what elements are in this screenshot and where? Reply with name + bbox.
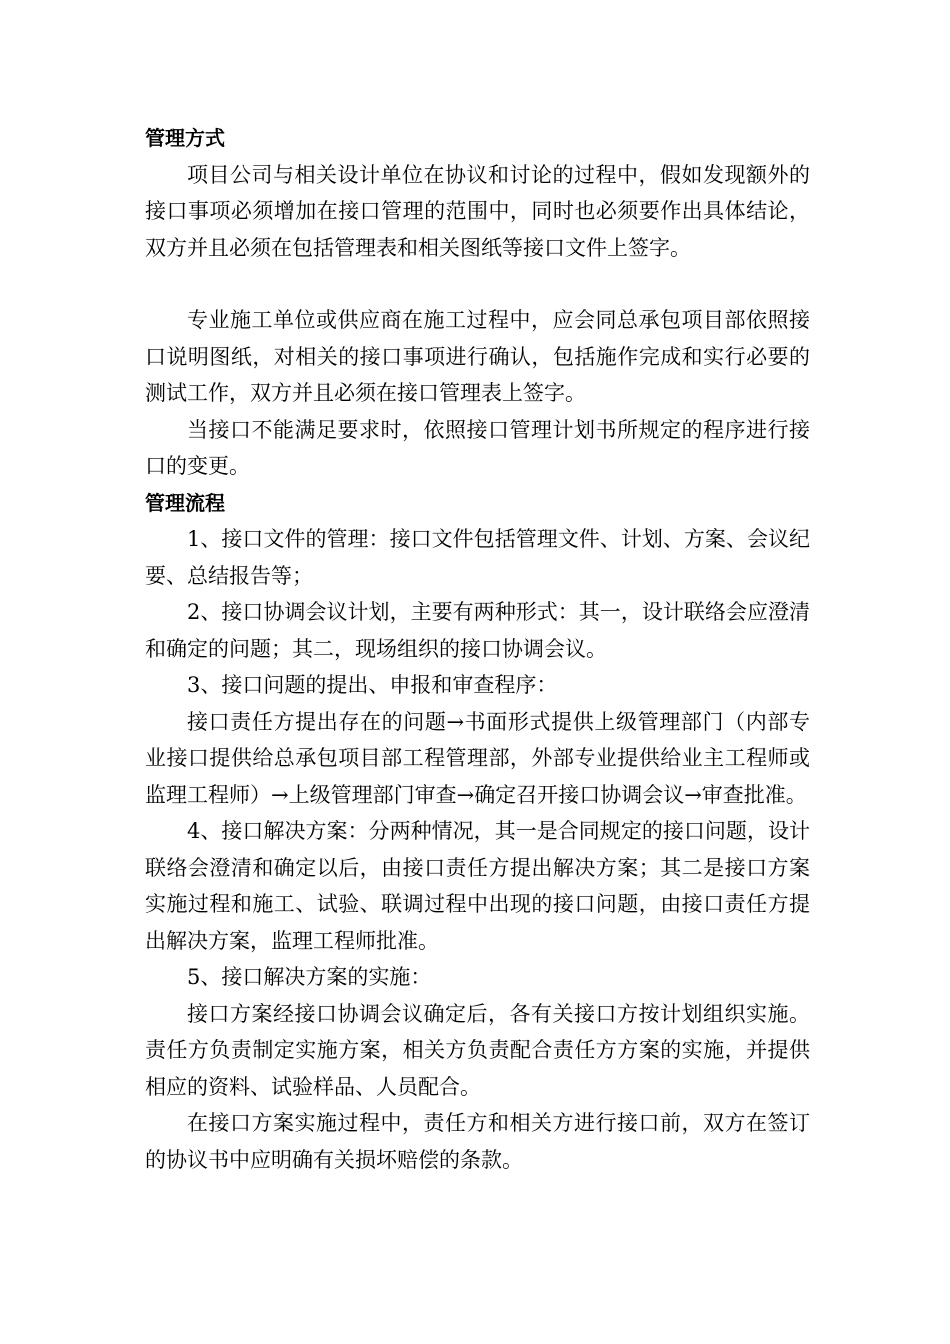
paragraph: 4、接口解决方案：分两种情况，其一是合同规定的接口问题，设计联络会澄清和确定以后，由接口责任方提出解决方案；其二是接口方案实施过程和施工、试验、联调过程中出现的接口问题，由接口责任方提出解决方案，监理工程师批准。 [145,819,810,953]
paragraph: 5、接口解决方案的实施： [187,965,432,989]
paragraph: 专业施工单位或供应商在施工过程中，应会同总承包项目部依照接口说明图纸，对相关的接口事项进行确认，包括施作完成和实行必要的测试工作，双方并且必须在接口管理表上签字。 [145,308,810,405]
section-heading-management-process: 管理流程 [145,490,225,515]
paragraph-spacer [145,266,810,302]
paragraph: 接口方案经接口协调会议确定后，各有关接口方按计划组织实施。责任方负责制定实施方案，相关方负责配合责任方方案的实施，并提供相应的资料、试验样品、人员配合。 [145,1001,810,1099]
paragraph: 在接口方案实施过程中，责任方和相关方进行接口前，双方在签订的协议书中应明确有关损坏赔偿的条款。 [145,1111,810,1172]
section-heading-management-method: 管理方式 [145,126,225,150]
paragraph: 项目公司与相关设计单位在协议和讨论的过程中，假如发现额外的接口事项必须增加在接口管理的范围中，同时也必须要作出具体结论，双方并且必须在包括管理表和相关图纸等接口文件上签字。 [145,162,810,260]
paragraph: 当接口不能满足要求时，依照接口管理计划书所规定的程序进行接口的变更。 [145,417,810,478]
paragraph: 3、接口问题的提出、申报和审查程序： [187,673,558,697]
paragraph: 2、接口协调会议计划，主要有两种形式：其一，设计联络会应澄清和确定的问题；其二，现场组织的接口协调会议。 [145,600,810,661]
document-body [145,120,810,1178]
paragraph: 1、接口文件的管理：接口文件包括管理文件、计划、方案、会议纪要、总结报告等； [145,527,810,588]
paragraph: 接口责任方提出存在的问题→书面形式提供上级管理部门（内部专业接口提供给总承包项目部工程管理部，外部专业提供给业主工程师或监理工程师）→上级管理部门审查→确定召开接口协调会议→审查批准。 [145,709,810,807]
